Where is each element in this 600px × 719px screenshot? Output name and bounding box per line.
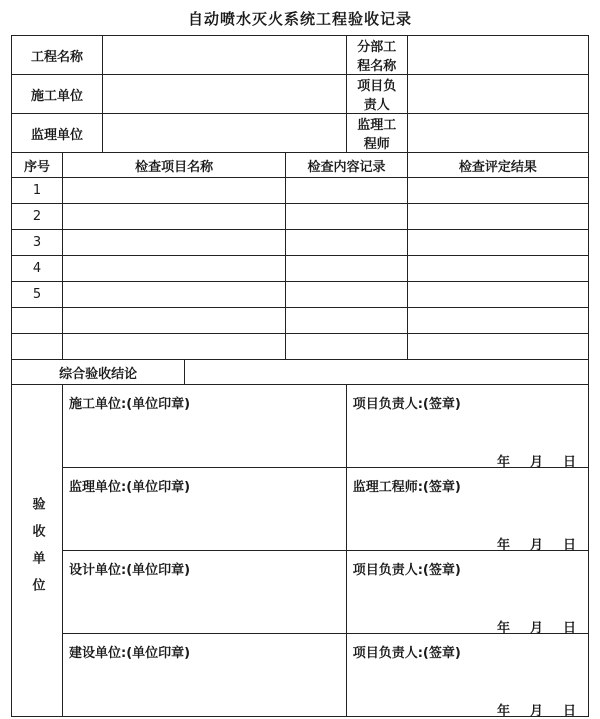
- person-signature-cell[interactable]: [346, 468, 588, 551]
- date-line: [477, 617, 576, 636]
- row-seq: 2: [12, 204, 63, 230]
- row-item-name[interactable]: [63, 282, 286, 308]
- row-result[interactable]: [407, 256, 588, 282]
- row-item-name[interactable]: [63, 178, 286, 204]
- table-row: [12, 256, 589, 282]
- row-result[interactable]: [407, 178, 588, 204]
- sub-project-name-value[interactable]: [407, 36, 588, 75]
- header-item-name: 检查项目名称: [63, 153, 286, 178]
- table-row: [12, 204, 589, 230]
- day-label: 日: [562, 538, 576, 553]
- row-seq: [12, 334, 63, 360]
- year-label: 年: [496, 704, 510, 719]
- project-name-value[interactable]: [103, 36, 347, 75]
- acceptance-units-label: 验收单位: [12, 385, 63, 717]
- project-manager-label: 项目负责人: [346, 75, 407, 114]
- header-result: 检查评定结果: [407, 153, 588, 178]
- row-content-record[interactable]: [286, 204, 408, 230]
- person-signature-label: 监理工程师:(签章): [352, 480, 461, 495]
- row-result[interactable]: [407, 308, 588, 334]
- month-label: 月: [529, 455, 543, 470]
- person-signature-cell[interactable]: [346, 551, 588, 634]
- unit-seal-label: 监理单位:(单位印章): [69, 480, 191, 495]
- person-signature-label: 项目负责人:(签章): [352, 646, 461, 661]
- row-seq: [12, 308, 63, 334]
- unit-seal-cell[interactable]: [63, 468, 347, 551]
- table-row: [12, 282, 589, 308]
- row-result[interactable]: [407, 334, 588, 360]
- conclusion-value[interactable]: [185, 360, 589, 385]
- row-result[interactable]: [407, 282, 588, 308]
- table-row: [12, 230, 589, 256]
- month-label: 月: [529, 704, 543, 719]
- row-result[interactable]: [407, 230, 588, 256]
- project-manager-value[interactable]: [407, 75, 588, 114]
- unit-seal-label: 建设单位:(单位印章): [69, 646, 191, 661]
- header-row: [12, 153, 589, 178]
- row-item-name[interactable]: [63, 256, 286, 282]
- supervision-engineer-label: 监理工程师: [346, 114, 407, 153]
- row-result[interactable]: [407, 204, 588, 230]
- table-row: [12, 308, 589, 334]
- day-label: 日: [562, 455, 576, 470]
- row-content-record[interactable]: [286, 334, 408, 360]
- year-label: 年: [496, 538, 510, 553]
- row-content-record[interactable]: [286, 308, 408, 334]
- row-item-name[interactable]: [63, 308, 286, 334]
- conclusion-label: 综合验收结论: [12, 360, 185, 385]
- unit-seal-label: 设计单位:(单位印章): [69, 563, 191, 578]
- acceptance-record-table: [11, 35, 589, 717]
- year-label: 年: [496, 621, 510, 636]
- date-line: [477, 451, 576, 470]
- header-content-record: 检查内容记录: [286, 153, 408, 178]
- header-seq: 序号: [12, 153, 63, 178]
- construction-unit-value[interactable]: [103, 75, 347, 114]
- year-label: 年: [496, 455, 510, 470]
- supervision-unit-label: 监理单位: [12, 114, 103, 153]
- table-row: [12, 334, 589, 360]
- info-row: [12, 75, 589, 114]
- row-content-record[interactable]: [286, 178, 408, 204]
- day-label: 日: [562, 621, 576, 636]
- signature-row: [12, 385, 589, 468]
- row-seq: 5: [12, 282, 63, 308]
- date-line: [477, 700, 576, 719]
- supervision-engineer-value[interactable]: [407, 114, 588, 153]
- person-signature-label: 项目负责人:(签章): [352, 563, 461, 578]
- row-item-name[interactable]: [63, 204, 286, 230]
- signature-row: [12, 551, 589, 634]
- month-label: 月: [529, 538, 543, 553]
- info-row: [12, 114, 589, 153]
- row-seq: 3: [12, 230, 63, 256]
- person-signature-cell[interactable]: [346, 634, 588, 717]
- date-line: [477, 534, 576, 553]
- construction-unit-label: 施工单位: [12, 75, 103, 114]
- signature-row: [12, 634, 589, 717]
- person-signature-label: 项目负责人:(签章): [352, 397, 461, 412]
- row-item-name[interactable]: [63, 230, 286, 256]
- person-signature-cell[interactable]: [346, 385, 588, 468]
- day-label: 日: [562, 704, 576, 719]
- unit-seal-cell[interactable]: [63, 385, 347, 468]
- unit-seal-cell[interactable]: [63, 551, 347, 634]
- unit-seal-label: 施工单位:(单位印章): [69, 397, 191, 412]
- row-seq: 4: [12, 256, 63, 282]
- row-item-name[interactable]: [63, 334, 286, 360]
- sub-project-name-label: 分部工程名称: [346, 36, 407, 75]
- row-content-record[interactable]: [286, 256, 408, 282]
- unit-seal-cell[interactable]: [63, 634, 347, 717]
- supervision-unit-value[interactable]: [103, 114, 347, 153]
- row-content-record[interactable]: [286, 230, 408, 256]
- row-seq: 1: [12, 178, 63, 204]
- conclusion-row: [12, 360, 589, 385]
- month-label: 月: [529, 621, 543, 636]
- table-row: [12, 178, 589, 204]
- info-row: [12, 36, 589, 75]
- signature-row: [12, 468, 589, 551]
- project-name-label: 工程名称: [12, 36, 103, 75]
- row-content-record[interactable]: [286, 282, 408, 308]
- document-title: 自动喷水灭火系统工程验收记录: [187, 10, 412, 28]
